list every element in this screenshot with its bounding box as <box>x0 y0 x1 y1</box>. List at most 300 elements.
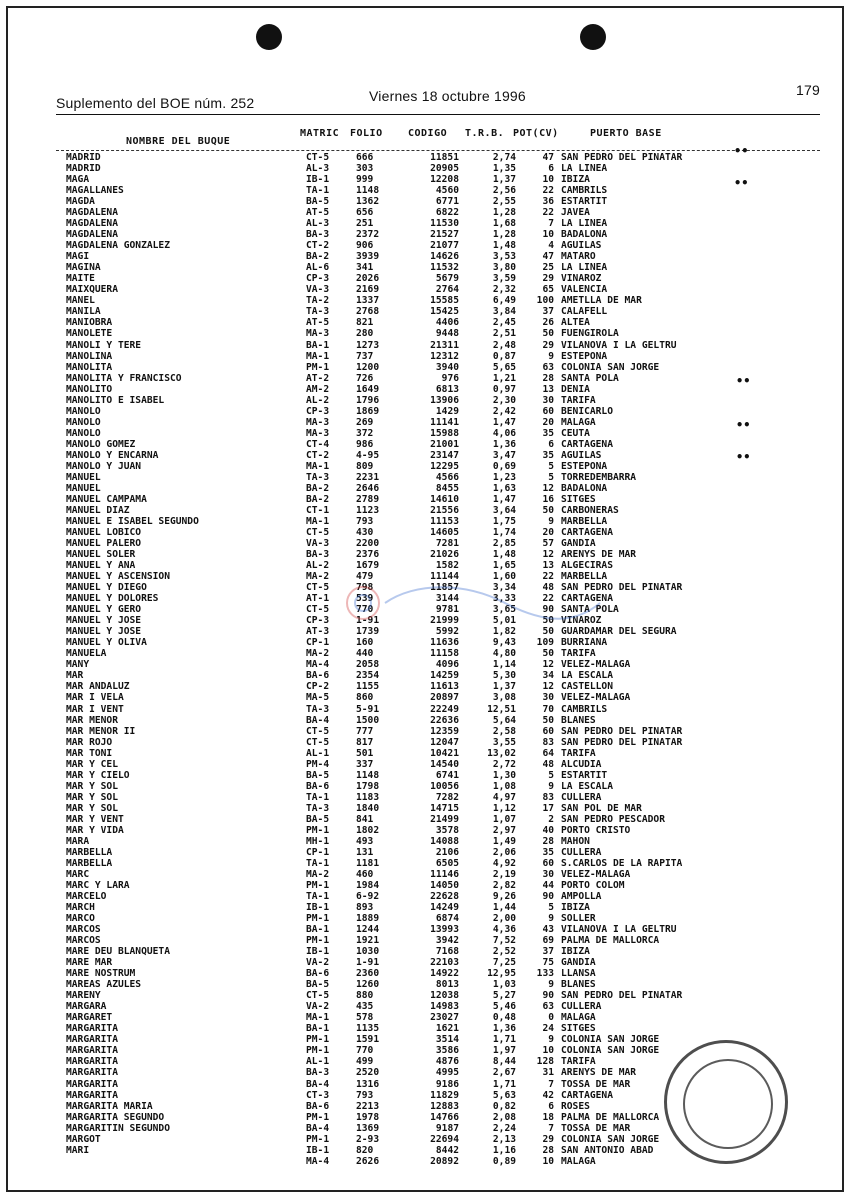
puerto-base-cell: PALMA DE MALLORCA <box>561 935 660 947</box>
puerto-base-cell: SANTA POLA <box>561 372 619 384</box>
pot-cell: 5 <box>548 769 554 781</box>
trb-cell: 3,64 <box>492 504 516 516</box>
puerto-base-cell: JAVEA <box>561 207 590 219</box>
matric-cell: PM-1 <box>306 361 330 373</box>
vessel-name-cell: MANUEL Y DIEGO <box>66 582 147 594</box>
codigo-cell: 21556 <box>430 504 459 516</box>
pot-cell: 40 <box>542 824 554 836</box>
folio-cell: 1889 <box>356 913 380 925</box>
codigo-cell: 12312 <box>430 350 459 362</box>
vessel-name-cell: MANUEL Y ANA <box>66 560 136 572</box>
matric-cell: TA-3 <box>306 802 330 814</box>
pot-cell: 12 <box>542 681 554 693</box>
puerto-base-cell: TOSSA DE MAR <box>561 1122 631 1134</box>
trb-cell: 1,28 <box>492 229 516 241</box>
matric-cell: TA-1 <box>306 857 330 869</box>
pot-cell: 24 <box>542 1023 554 1035</box>
puerto-base-cell: SAN PEDRO PESCADOR <box>561 813 665 825</box>
matric-cell: PM-1 <box>306 1045 330 1057</box>
vessel-name-cell: MARGARITA <box>66 1056 118 1068</box>
matric-cell: AL-1 <box>306 747 330 759</box>
folio-cell: 440 <box>356 648 374 660</box>
matric-cell: CT-5 <box>306 736 330 748</box>
folio-cell: 1337 <box>356 295 380 307</box>
puerto-base-cell: CASTELLON <box>561 681 613 693</box>
header-publication: Suplemento del BOE núm. 252 <box>56 95 255 111</box>
vessel-name-cell: MANUEL DIAZ <box>66 504 130 516</box>
trb-cell: 4,80 <box>492 648 516 660</box>
vessel-name-cell: MANOLETE <box>66 328 113 340</box>
codigo-cell: 6741 <box>435 769 459 781</box>
puerto-base-cell: CULLERA <box>561 1001 602 1013</box>
puerto-base-cell: LA LINEA <box>561 262 608 274</box>
trb-cell: 3,65 <box>492 604 516 616</box>
folio-cell: 2200 <box>356 538 380 550</box>
pot-cell: 90 <box>542 990 554 1002</box>
folio-cell: 1500 <box>356 714 380 726</box>
vessel-name-cell: MAR Y CEL <box>66 758 118 770</box>
pot-cell: 133 <box>536 968 554 980</box>
trb-cell: 4,92 <box>492 857 516 869</box>
codigo-cell: 12883 <box>430 1100 459 1112</box>
pot-cell: 9 <box>548 913 554 925</box>
trb-cell: 3,33 <box>492 593 516 605</box>
codigo-cell: 14715 <box>430 802 459 814</box>
puerto-base-cell: GUARDAMAR DEL SEGURA <box>561 626 677 638</box>
vessel-name-cell: MARCOS <box>66 935 101 947</box>
vessel-name-cell: MARENY <box>66 990 101 1002</box>
matric-cell: MA-2 <box>306 571 330 583</box>
trb-cell: 1,35 <box>492 163 516 175</box>
codigo-cell: 9781 <box>435 604 459 616</box>
codigo-cell: 8455 <box>435 482 459 494</box>
puerto-base-cell: COLONIA SAN JORGE <box>561 361 660 373</box>
codigo-cell: 6505 <box>435 857 459 869</box>
folio-cell: 986 <box>356 438 374 450</box>
codigo-cell: 21026 <box>430 549 459 561</box>
codigo-cell: 11857 <box>430 582 459 594</box>
codigo-cell: 14626 <box>430 251 459 263</box>
matric-cell: AL-3 <box>306 218 330 230</box>
folio-cell: 1135 <box>356 1023 380 1035</box>
puerto-base-cell: AGUILAS <box>561 449 602 461</box>
codigo-cell: 11153 <box>430 515 459 527</box>
codigo-cell: 14259 <box>430 670 459 682</box>
trb-cell: 4,06 <box>492 427 516 439</box>
puerto-base-cell: SAN PEDRO DEL PINATAR <box>561 725 683 737</box>
pot-cell: 9 <box>548 780 554 792</box>
pot-cell: 47 <box>542 152 554 163</box>
matric-cell: MA-3 <box>306 416 330 428</box>
trb-cell: 2,42 <box>492 405 516 417</box>
col-header-name: NOMBRE DEL BUQUE <box>126 136 231 147</box>
codigo-cell: 7168 <box>435 946 459 958</box>
puerto-base-cell: TARIFA <box>561 1056 596 1068</box>
vessel-name-cell: MARGARA <box>66 1001 107 1013</box>
puerto-base-cell: IBIZA <box>561 946 590 958</box>
puerto-base-cell: VINAROZ <box>561 615 602 627</box>
pot-cell: 28 <box>542 835 554 847</box>
puerto-base-cell: LLANSA <box>561 968 596 980</box>
matric-cell: CT-5 <box>306 725 330 737</box>
matric-cell: PM-1 <box>306 913 330 925</box>
pot-cell: 83 <box>542 736 554 748</box>
vessel-name-cell: MANOLI Y TERE <box>66 339 142 351</box>
vessel-name-cell: MANOLO <box>66 416 101 428</box>
trb-cell: 1,60 <box>492 571 516 583</box>
vessel-name-cell: MANOLINA <box>66 350 113 362</box>
folio-cell: 435 <box>356 1001 374 1013</box>
folio-cell: 479 <box>356 571 374 583</box>
margin-dots: •• <box>736 418 751 432</box>
pot-cell: 30 <box>542 868 554 880</box>
trb-cell: 2,97 <box>492 824 516 836</box>
pot-cell: 50 <box>542 714 554 726</box>
matric-cell: TA-1 <box>306 891 330 902</box>
codigo-cell: 20892 <box>430 1155 459 1167</box>
matric-cell: BA-5 <box>306 979 330 991</box>
matric-cell: VA-2 <box>306 1001 330 1013</box>
pot-cell: 83 <box>542 791 554 803</box>
puerto-base-cell: SAN PEDRO DEL PINATAR <box>561 736 683 748</box>
codigo-cell: 12359 <box>430 725 459 737</box>
folio-cell: 1155 <box>356 681 380 693</box>
vessel-name-cell: MANUEL <box>66 471 101 483</box>
codigo-cell: 3578 <box>435 824 459 836</box>
trb-cell: 2,45 <box>492 317 516 329</box>
vessel-name-cell: MANUEL Y DOLORES <box>66 593 159 605</box>
puerto-base-cell: SITGES <box>561 1023 596 1035</box>
pot-cell: 100 <box>536 295 554 307</box>
folio-cell: 770 <box>356 604 374 616</box>
folio-cell: 737 <box>356 350 374 362</box>
pot-cell: 37 <box>542 306 554 318</box>
codigo-cell: 9186 <box>435 1078 459 1090</box>
pot-cell: 6 <box>548 163 554 175</box>
folio-cell: 2058 <box>356 659 380 671</box>
col-header-matric: MATRIC <box>300 128 340 139</box>
matric-cell: VA-3 <box>306 538 330 550</box>
puerto-base-cell: FUENGIROLA <box>561 328 619 340</box>
vessel-name-cell: MAR MENOR II <box>66 725 136 737</box>
puerto-base-cell: VINAROZ <box>561 273 602 285</box>
pot-cell: 29 <box>542 339 554 351</box>
trb-cell: 5,01 <box>492 615 516 627</box>
margin-dots: •• <box>736 450 751 464</box>
codigo-cell: 3940 <box>435 361 459 373</box>
puerto-base-cell: SOLLER <box>561 913 596 925</box>
folio-cell: 251 <box>356 218 374 230</box>
vessel-name-cell: MAR Y VIDA <box>66 824 124 836</box>
puerto-base-cell: CAMBRILS <box>561 703 608 715</box>
trb-cell: 5,30 <box>492 670 516 682</box>
matric-cell: BA-6 <box>306 780 330 792</box>
vessel-name-cell: MAGDALENA <box>66 218 118 230</box>
matric-cell: TA-1 <box>306 185 330 197</box>
pot-cell: 31 <box>542 1067 554 1079</box>
pot-cell: 22 <box>542 207 554 219</box>
table-header-rule <box>56 150 820 151</box>
codigo-cell: 14983 <box>430 1001 459 1013</box>
folio-cell: 3939 <box>356 251 380 263</box>
trb-cell: 1,68 <box>492 218 516 230</box>
puerto-base-cell: ESTARTIT <box>561 769 608 781</box>
matric-cell: TA-3 <box>306 471 330 483</box>
codigo-cell: 22694 <box>430 1133 459 1145</box>
trb-cell: 0,48 <box>492 1012 516 1024</box>
codigo-cell: 14766 <box>430 1111 459 1123</box>
vessel-name-cell: MARCO <box>66 913 95 925</box>
pot-cell: 75 <box>542 957 554 969</box>
vessel-name-cell: MANOLO Y ENCARNA <box>66 449 159 461</box>
matric-cell: MA-1 <box>306 1012 330 1024</box>
matric-cell: AL-2 <box>306 560 330 572</box>
trb-cell: 0,97 <box>492 383 516 395</box>
matric-cell: AL-1 <box>306 1056 330 1068</box>
puerto-base-cell: DENIA <box>561 383 590 395</box>
pot-cell: 20 <box>542 527 554 539</box>
matric-cell: BA-1 <box>306 924 330 936</box>
header-date: Viernes 18 octubre 1996 <box>369 88 526 104</box>
puerto-base-cell: MALAGA <box>561 416 596 428</box>
pot-cell: 65 <box>542 284 554 296</box>
folio-cell: 578 <box>356 1012 374 1024</box>
vessel-name-cell: MAREAS AZULES <box>66 979 142 991</box>
puerto-base-cell: CAMBRILS <box>561 185 608 197</box>
matric-cell: IB-1 <box>306 1144 330 1156</box>
matric-cell: PM-1 <box>306 879 330 891</box>
pot-cell: 6 <box>548 1100 554 1112</box>
trb-cell: 1,36 <box>492 438 516 450</box>
folio-cell: 999 <box>356 174 374 186</box>
codigo-cell: 1582 <box>435 560 459 572</box>
folio-cell: 821 <box>356 317 374 329</box>
codigo-cell: 20897 <box>430 692 459 704</box>
pot-cell: 12 <box>542 659 554 671</box>
trb-cell: 2,00 <box>492 913 516 925</box>
folio-cell: 1921 <box>356 935 380 947</box>
puerto-base-cell: S.CARLOS DE LA RAPITA <box>561 857 683 869</box>
folio-cell: 1148 <box>356 185 380 197</box>
matric-cell: BA-4 <box>306 1122 330 1134</box>
puerto-base-cell: CARTAGENA <box>561 438 613 450</box>
codigo-cell: 11144 <box>430 571 459 583</box>
codigo-cell: 7281 <box>435 538 459 550</box>
vessel-name-cell: MAITE <box>66 273 95 285</box>
folio-cell: 1649 <box>356 383 380 395</box>
vessel-name-cell: MANOLO <box>66 427 101 439</box>
puerto-base-cell: IBIZA <box>561 174 590 186</box>
matric-cell: MH-1 <box>306 835 330 847</box>
puerto-base-cell: AMETLLA DE MAR <box>561 295 642 307</box>
codigo-cell: 4406 <box>435 317 459 329</box>
margin-dots: •• <box>734 176 749 190</box>
puerto-base-cell: BENICARLO <box>561 405 613 417</box>
trb-cell: 0,89 <box>492 1155 516 1167</box>
codigo-cell: 4995 <box>435 1067 459 1079</box>
pot-cell: 47 <box>542 251 554 263</box>
puerto-base-cell: CULLERA <box>561 791 602 803</box>
folio-cell: 6-92 <box>356 891 380 902</box>
folio-cell: 2372 <box>356 229 380 241</box>
vessel-name-cell: MARE DEU BLANQUETA <box>66 946 170 958</box>
codigo-cell: 8013 <box>435 979 459 991</box>
folio-cell: 860 <box>356 692 374 704</box>
folio-cell: 1984 <box>356 879 380 891</box>
pot-cell: 34 <box>542 670 554 682</box>
folio-cell: 770 <box>356 1045 374 1057</box>
vessel-name-cell: MARGARITA MARIA <box>66 1100 153 1112</box>
matric-cell: CT-3 <box>306 1089 330 1101</box>
vessel-name-cell: MANOLO Y JUAN <box>66 460 142 472</box>
folio-cell: 501 <box>356 747 374 759</box>
trb-cell: 8,44 <box>492 1056 516 1068</box>
folio-cell: 1679 <box>356 560 380 572</box>
puerto-base-cell: BADALONA <box>561 229 608 241</box>
pot-cell: 18 <box>542 1111 554 1123</box>
vessel-name-cell: MARCH <box>66 902 95 914</box>
codigo-cell: 12047 <box>430 736 459 748</box>
trb-cell: 3,80 <box>492 262 516 274</box>
codigo-cell: 11613 <box>430 681 459 693</box>
matric-cell: CT-2 <box>306 240 330 252</box>
puerto-base-cell: SITGES <box>561 493 596 505</box>
pot-cell: 5 <box>548 471 554 483</box>
codigo-cell: 14249 <box>430 902 459 914</box>
vessel-name-cell: MAGINA <box>66 262 101 274</box>
pot-cell: 29 <box>542 273 554 285</box>
puerto-base-cell: TARIFA <box>561 747 596 759</box>
puerto-base-cell: MARBELLA <box>561 515 608 527</box>
matric-cell: CP-3 <box>306 615 330 627</box>
pot-cell: 63 <box>542 361 554 373</box>
folio-cell: 1369 <box>356 1122 380 1134</box>
puerto-base-cell: BURRIANA <box>561 637 608 649</box>
folio-cell: 341 <box>356 262 374 274</box>
trb-cell: 3,34 <box>492 582 516 594</box>
codigo-cell: 9187 <box>435 1122 459 1134</box>
folio-cell: 2520 <box>356 1067 380 1079</box>
vessel-name-cell: MADRID <box>66 152 101 163</box>
trb-cell: 0,69 <box>492 460 516 472</box>
matric-cell: CT-1 <box>306 504 330 516</box>
trb-cell: 4,36 <box>492 924 516 936</box>
matric-cell: PM-4 <box>306 758 330 770</box>
folio-cell: 1591 <box>356 1034 380 1046</box>
puerto-base-cell: CARTAGENA <box>561 527 613 539</box>
pot-cell: 48 <box>542 758 554 770</box>
vessel-name-cell: MANUEL E ISABEL SEGUNDO <box>66 515 199 527</box>
trb-cell: 2,51 <box>492 328 516 340</box>
folio-cell: 1362 <box>356 196 380 208</box>
trb-cell: 1,82 <box>492 626 516 638</box>
matric-cell: AL-2 <box>306 394 330 406</box>
puerto-base-cell: VILANOVA I LA GELTRU <box>561 924 677 936</box>
vessel-name-cell: MARC Y LARA <box>66 879 130 891</box>
matric-cell: IB-1 <box>306 174 330 186</box>
pot-cell: 12 <box>542 549 554 561</box>
matric-cell: PM-1 <box>306 1111 330 1123</box>
pot-cell: 7 <box>548 1078 554 1090</box>
pot-cell: 109 <box>536 637 554 649</box>
codigo-cell: 14540 <box>430 758 459 770</box>
vessel-name-cell: MAGDALENA GONZALEZ <box>66 240 170 252</box>
puerto-base-cell: GANDIA <box>561 957 596 969</box>
vessel-name-cell: MAR ANDALUZ <box>66 681 130 693</box>
trb-cell: 13,02 <box>487 747 516 759</box>
pot-cell: 10 <box>542 1045 554 1057</box>
trb-cell: 2,48 <box>492 339 516 351</box>
trb-cell: 1,49 <box>492 835 516 847</box>
vessel-name-cell: MARBELLA <box>66 857 113 869</box>
vessel-name-cell: MANUEL Y OLIVA <box>66 637 147 649</box>
matric-cell: MA-5 <box>306 692 330 704</box>
pot-cell: 48 <box>542 582 554 594</box>
col-header-pot: POT(CV) <box>513 128 559 139</box>
pot-cell: 50 <box>542 615 554 627</box>
vessel-name-cell: MARE MAR <box>66 957 113 969</box>
trb-cell: 6,49 <box>492 295 516 307</box>
margin-dots: •• <box>734 144 749 158</box>
folio-cell: 1739 <box>356 626 380 638</box>
puerto-base-cell: TARIFA <box>561 394 596 406</box>
codigo-cell: 9448 <box>435 328 459 340</box>
matric-cell: VA-3 <box>306 284 330 296</box>
puerto-base-cell: CALAFELL <box>561 306 608 318</box>
codigo-cell: 14922 <box>430 968 459 980</box>
puerto-base-cell: SAN POL DE MAR <box>561 802 642 814</box>
codigo-cell: 1621 <box>435 1023 459 1035</box>
vessel-name-cell: MAR TONI <box>66 747 113 759</box>
folio-cell: 2213 <box>356 1100 380 1112</box>
trb-cell: 5,63 <box>492 1089 516 1101</box>
pot-cell: 9 <box>548 979 554 991</box>
folio-cell: 1181 <box>356 857 380 869</box>
pot-cell: 37 <box>542 946 554 958</box>
puerto-base-cell: COLONIA SAN JORGE <box>561 1133 660 1145</box>
matric-cell: BA-2 <box>306 251 330 263</box>
matric-cell: CT-2 <box>306 449 330 461</box>
folio-cell: 777 <box>356 725 374 737</box>
matric-cell: CP-3 <box>306 405 330 417</box>
trb-cell: 3,47 <box>492 449 516 461</box>
trb-cell: 1,07 <box>492 813 516 825</box>
puerto-base-cell: ALCUDIA <box>561 758 602 770</box>
folio-cell: 893 <box>356 902 374 914</box>
folio-cell: 1-91 <box>356 957 380 969</box>
codigo-cell: 21077 <box>430 240 459 252</box>
codigo-cell: 12295 <box>430 460 459 472</box>
codigo-cell: 11141 <box>430 416 459 428</box>
trb-cell: 3,84 <box>492 306 516 318</box>
puerto-base-cell: MARBELLA <box>561 571 608 583</box>
matric-cell: MA-1 <box>306 350 330 362</box>
folio-cell: 2169 <box>356 284 380 296</box>
codigo-cell: 21001 <box>430 438 459 450</box>
codigo-cell: 4876 <box>435 1056 459 1068</box>
trb-cell: 5,64 <box>492 714 516 726</box>
matric-cell: AM-2 <box>306 383 330 395</box>
vessel-name-cell: MANUEL PALERO <box>66 538 142 550</box>
puerto-base-cell: CEUTA <box>561 427 590 439</box>
page-number: 179 <box>796 82 820 98</box>
trb-cell: 1,47 <box>492 493 516 505</box>
trb-cell: 2,19 <box>492 868 516 880</box>
trb-cell: 9,26 <box>492 891 516 902</box>
folio-cell: 793 <box>356 515 374 527</box>
matric-cell: AL-3 <box>306 163 330 175</box>
matric-cell: PM-1 <box>306 1034 330 1046</box>
